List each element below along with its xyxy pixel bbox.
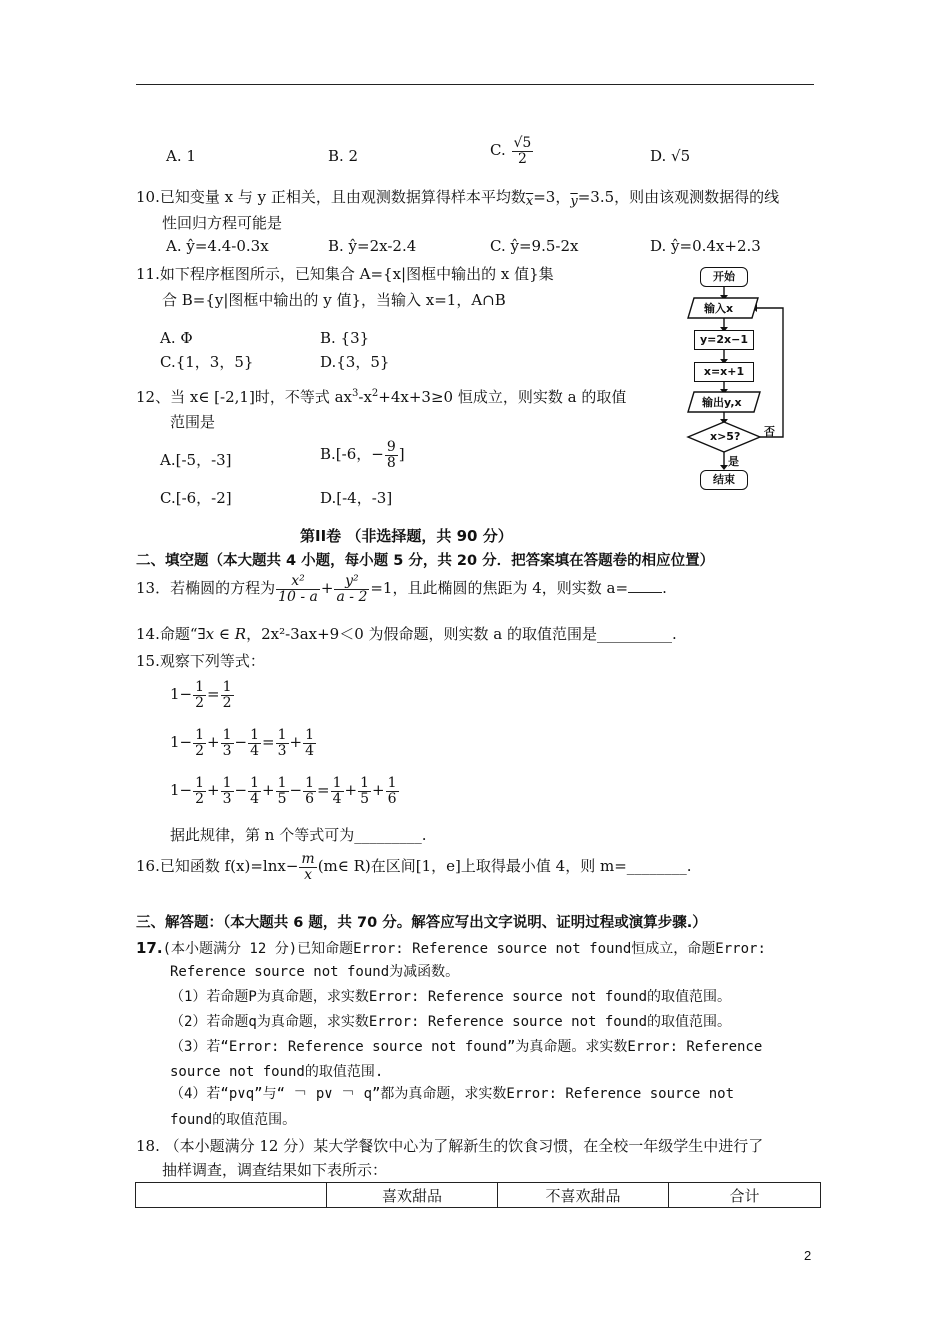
q12-b-denominator: 8 <box>386 454 396 471</box>
q17-line1 <box>136 940 766 957</box>
q11-line1: 11.如下程序框图所示，已知集合 A={x|图框中输出的 x 值}集 <box>136 265 554 283</box>
fraction-denominator: 5 <box>360 790 370 807</box>
q10-text-b: =3， <box>533 188 571 206</box>
q9-option-c-label: C. <box>490 141 506 160</box>
q17-line2: Reference source not found为减函数。 <box>170 964 460 980</box>
q13-f2-denominator: a - 2 <box>336 588 368 605</box>
fraction <box>248 728 261 758</box>
q11-option-b: B. {3} <box>320 329 370 347</box>
q17-number: 17. <box>136 939 163 957</box>
fraction-denominator: 2 <box>195 790 205 807</box>
q10-line1 <box>136 189 779 210</box>
fraction-denominator: 4 <box>332 790 342 807</box>
fraction-denominator: 2 <box>222 694 232 711</box>
operator: + <box>372 781 385 800</box>
operator: 1− <box>170 685 193 704</box>
fraction-numerator: 1 <box>305 727 315 743</box>
operator: − <box>289 781 303 800</box>
operator: + <box>207 781 220 800</box>
table-header-cell: 不喜欢甜品 <box>498 1183 669 1208</box>
operator: + <box>207 733 220 752</box>
q10-option-a: A. ŷ=4.4-0.3x <box>166 237 269 255</box>
fraction-numerator: 1 <box>332 775 342 791</box>
q10-text-a: 10.已知变量 x 与 y 正相关，且由观测数据算得样本平均数 <box>136 188 526 206</box>
q16-prefix: 16.已知函数 f(x)=lnx− <box>136 857 299 876</box>
fraction-numerator: 1 <box>305 775 315 791</box>
header-rule <box>136 84 814 85</box>
fraction-denominator: 6 <box>305 790 315 807</box>
fraction-denominator: 4 <box>250 742 260 759</box>
q11-line2: 合 B={y|图框中输出的 y 值}，当输入 x=1，A∩B <box>162 291 506 309</box>
fraction-denominator: 6 <box>387 790 397 807</box>
q9-option-c <box>490 136 534 166</box>
flowchart-no-label: 否 <box>764 425 775 438</box>
q14-suffix: ，2x²-3ax+9＜0 为假命题，则实数 a 的取值范围是__________. <box>246 625 677 643</box>
section2-heading: 二、填空题（本大题共 4 小题，每小题 5 分，共 20 分．把答案填在答题卷的相应位置） <box>136 553 715 569</box>
flowchart-end: 结束 <box>700 470 748 490</box>
flowchart-yes-label: 是 <box>728 455 739 468</box>
q13-fraction-x <box>276 574 320 604</box>
fraction <box>193 776 206 806</box>
operator: + <box>289 733 303 752</box>
fraction-denominator: 3 <box>277 742 287 759</box>
fraction <box>303 728 316 758</box>
q14-prefix: 14.命题“ <box>136 625 198 643</box>
fraction <box>248 776 261 806</box>
fraction-numerator: 1 <box>222 679 232 695</box>
fraction <box>358 776 371 806</box>
q10-line2: 性回归方程可能是 <box>162 214 283 232</box>
q13-f1-numerator: x² <box>276 574 320 590</box>
operator: + <box>262 781 275 800</box>
q13-fraction-y <box>334 574 369 604</box>
q12-option-b-suffix: ] <box>398 445 405 464</box>
operator: 1− <box>170 733 193 752</box>
q16-numerator: m <box>301 851 315 867</box>
q17-text-1: (本小题满分 12 分)已知命题Error: Reference source not found恒成立，命题Error: <box>162 941 766 957</box>
fraction-numerator: 1 <box>250 775 260 791</box>
q17-part4-cont: found的取值范围。 <box>170 1112 297 1128</box>
flowchart-input: 输入x <box>704 302 734 315</box>
fraction-numerator: 1 <box>387 775 397 791</box>
q12-sup-3: 3 <box>352 388 359 399</box>
fraction <box>193 680 206 710</box>
q13-end: . <box>662 579 667 598</box>
operator: − <box>234 781 248 800</box>
q16-suffix: (m∈ R)在区间[1，e]上取得最小值 4，则 m=________. <box>317 857 692 876</box>
flowchart <box>680 264 800 494</box>
fraction-denominator: 4 <box>250 790 260 807</box>
operator: 1− <box>170 781 193 800</box>
q12-option-b <box>320 440 405 470</box>
operator: = <box>317 781 330 800</box>
q15-conclusion: 据此规律，第 n 个等式可为_________. <box>170 826 427 844</box>
q10-option-c: C. ŷ=9.5-2x <box>490 237 579 255</box>
q14 <box>136 626 677 643</box>
q12-option-c: C.[-6，-2] <box>160 489 232 507</box>
fraction <box>221 728 234 758</box>
fraction-numerator: 1 <box>195 727 205 743</box>
q9-option-b: B. 2 <box>328 147 359 165</box>
q17-part2: （2）若命题q为真命题，求实数Error: Reference source not found的取值范围。 <box>170 1014 732 1030</box>
fraction-numerator: 1 <box>222 727 232 743</box>
q13-f1-denominator: 10 - a <box>278 588 318 605</box>
q18-line2: 抽样调查，调查结果如下表所示： <box>162 1161 388 1179</box>
q11-option-c: C.{1，3，5} <box>160 353 254 371</box>
q17-part3-cont: source not found的取值范围. <box>170 1064 384 1080</box>
flowchart-start: 开始 <box>700 267 748 287</box>
q13-plus: + <box>320 579 334 598</box>
q13-f2-numerator: y² <box>334 574 369 590</box>
q18-line1: 18. （本小题满分 12 分）某大学餐饮中心为了解新生的饮食习惯，在全校一年级学生中进行了 <box>136 1137 764 1155</box>
table-header-cell <box>136 1183 327 1208</box>
fraction-denominator: 2 <box>195 742 205 759</box>
operator: + <box>344 781 358 800</box>
q16-fraction <box>299 852 316 882</box>
fraction-denominator: 5 <box>277 790 287 807</box>
fraction-numerator: 1 <box>195 679 205 695</box>
fraction-numerator: 1 <box>277 727 287 743</box>
table-header-row <box>136 1183 821 1208</box>
fraction <box>276 776 289 806</box>
q10-text-c: =3.5，则由该观测数据得的线 <box>577 188 780 206</box>
fraction-numerator: 1 <box>195 775 205 791</box>
q12-option-a: A.[-5，-3] <box>160 451 232 469</box>
q11-option-a: A. Φ <box>160 329 193 347</box>
q16-denominator: x <box>304 866 312 883</box>
flowchart-output: 输出y,x <box>702 396 742 409</box>
q15-equation-1 <box>170 680 235 710</box>
q12-option-b-prefix: B.[-6，− <box>320 445 384 464</box>
q11-option-d: D.{3，5} <box>320 353 390 371</box>
q10-option-d: D. ŷ=0.4x+2.3 <box>650 237 761 255</box>
q12-text-b: -x <box>358 388 372 406</box>
fraction-denominator: 3 <box>222 742 232 759</box>
fraction <box>193 728 206 758</box>
q9-c-numerator: √5 <box>513 135 532 151</box>
q13-suffix: =1，且此椭圆的焦距为 4，则实数 a= <box>370 579 629 598</box>
q17-part4: （4）若“p∨q”与“ ￢ p∨ ￢ q”都为真命题，求实数Error: Reference source not <box>170 1086 735 1102</box>
fraction-numerator: 1 <box>277 775 287 791</box>
fraction <box>331 776 344 806</box>
fraction <box>303 776 316 806</box>
q9-option-c-fraction <box>512 136 534 166</box>
q15-equation-3 <box>170 776 400 806</box>
q17-part3: （3）若“Error: Reference source not found”为真命题。求实数Error: Reference <box>170 1039 763 1055</box>
fraction-denominator: 3 <box>222 790 232 807</box>
q15-title: 15.观察下列等式： <box>136 652 265 670</box>
q12-text-c: +4x+3≥0 恒成立，则实数 a 的取值 <box>378 388 627 406</box>
flowchart-step-x: x=x+1 <box>694 362 754 382</box>
fraction-numerator: 1 <box>250 727 260 743</box>
q12-b-numerator: 9 <box>386 439 396 455</box>
fraction <box>221 680 234 710</box>
q17-part1: （1）若命题P为真命题，求实数Error: Reference source not found的取值范围。 <box>170 989 732 1005</box>
flowchart-condition: x>5? <box>710 430 741 443</box>
operator: − <box>234 733 248 752</box>
q15-equation-2 <box>170 728 317 758</box>
q10-ybar: $\overline{y}$ <box>570 194 578 209</box>
section3-heading: 三、解答题：（本大题共 6 题，共 70 分。解答应写出文字说明、证明过程或演算步骤.） <box>136 915 707 931</box>
flowchart-step-y: y=2x−1 <box>694 330 754 350</box>
q12-option-d: D.[-4，-3] <box>320 489 393 507</box>
fraction-denominator: 4 <box>305 742 315 759</box>
operator: = <box>262 733 275 752</box>
q14-quantifier: ∃x ∈ R <box>197 625 247 643</box>
q13 <box>136 574 667 604</box>
fraction-denominator: 2 <box>195 694 205 711</box>
fraction <box>386 776 399 806</box>
operator: = <box>207 685 220 704</box>
q9-option-a: A. 1 <box>166 147 196 165</box>
page-number: 2 <box>804 1248 812 1263</box>
q10-xbar: $\overline{x}$ <box>525 194 534 209</box>
table-header-cell: 喜欢甜品 <box>327 1183 498 1208</box>
q12-line2: 范围是 <box>170 413 216 431</box>
fraction <box>221 776 234 806</box>
fraction <box>276 728 289 758</box>
part2-title: 第II卷 （非选择题，共 90 分） <box>300 527 513 545</box>
q12-line1 <box>136 388 626 406</box>
q10-option-b: B. ŷ=2x-2.4 <box>328 237 417 255</box>
q9-option-d: D. √5 <box>650 147 691 165</box>
q13-prefix: 13．若椭圆的方程为 <box>136 579 276 598</box>
q9-c-denominator: 2 <box>517 150 527 167</box>
q12-text-a: 12、当 x∈ [-2,1]时，不等式 ax <box>136 388 352 406</box>
q12-option-b-fraction <box>385 440 398 470</box>
q18-survey-table <box>135 1182 821 1208</box>
q12-sup-2: 2 <box>371 388 379 399</box>
fraction-numerator: 1 <box>360 775 370 791</box>
table-header-cell: 合计 <box>669 1183 821 1208</box>
fraction-numerator: 1 <box>222 775 232 791</box>
q13-answer-blank <box>628 580 662 593</box>
q16 <box>136 852 692 882</box>
